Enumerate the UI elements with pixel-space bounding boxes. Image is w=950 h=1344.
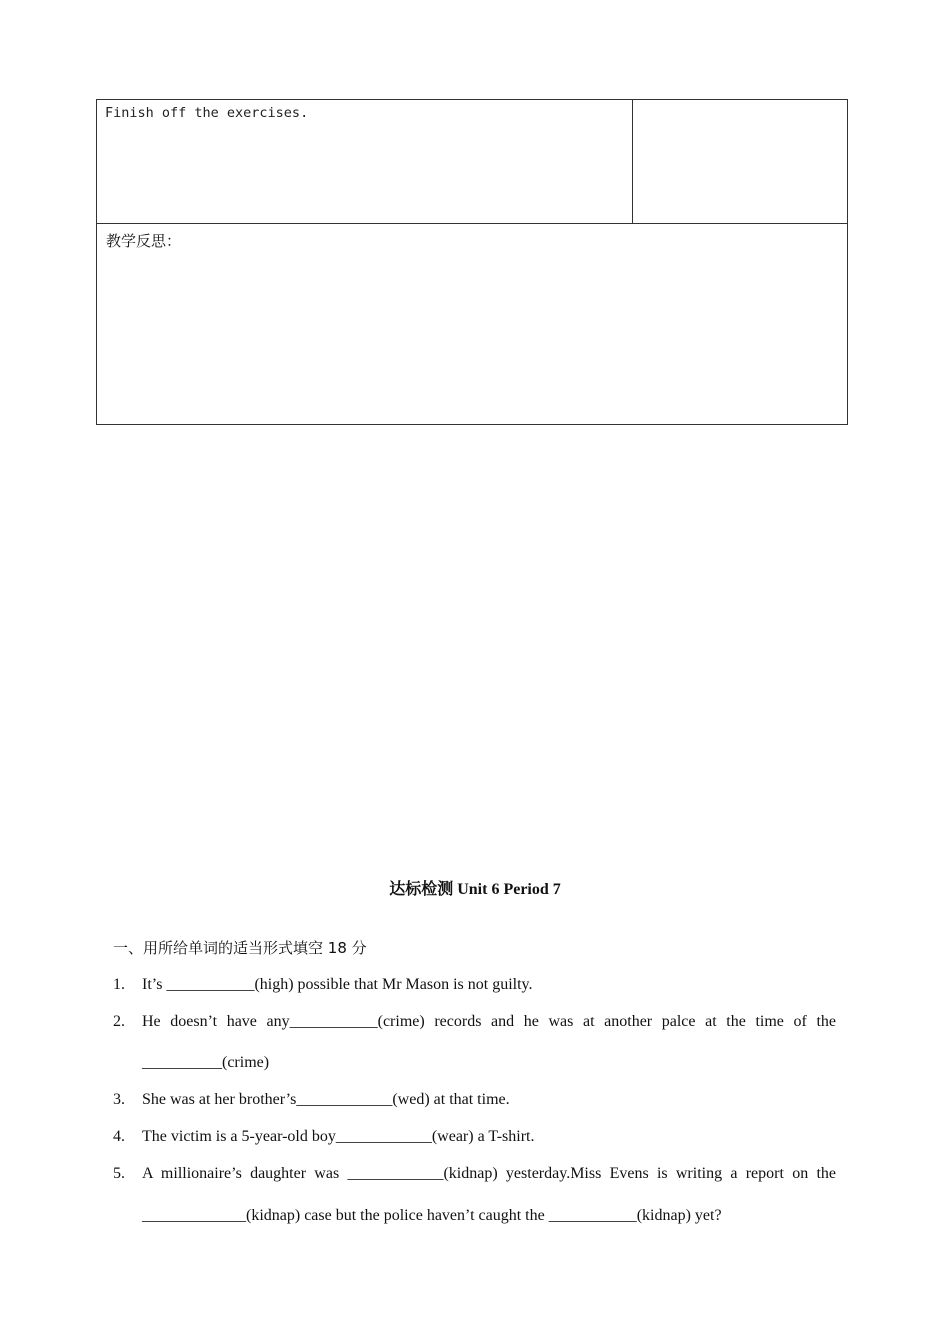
- question-number: 5.: [113, 1165, 125, 1182]
- question-number: 3.: [113, 1091, 125, 1108]
- question-text: The victim is a 5-year-old boy____________(wear) a T-shirt.: [142, 1128, 535, 1145]
- question-text: He doesn’t have any___________(crime) records and he was at another palce at the time of the: [142, 1013, 836, 1030]
- homework-row: [97, 100, 847, 224]
- question-number: 1.: [113, 976, 125, 993]
- homework-text: Finish off the exercises.: [105, 105, 309, 121]
- section-title: 达标检测 Unit 6 Period 7: [389, 881, 561, 898]
- question-number: 2.: [113, 1013, 125, 1030]
- exercise-instruction: 一、用所给单词的适当形式填空 18 分: [113, 939, 367, 957]
- question-number: 4.: [113, 1128, 125, 1145]
- lesson-plan-table: [96, 99, 848, 425]
- teaching-reflection-label: 教学反思：: [106, 232, 182, 250]
- question-text: _____________(kidnap) case but the police haven’t caught the ___________(kidnap) yet?: [142, 1207, 722, 1224]
- question-text: She was at her brother’s____________(wed) at that time.: [142, 1091, 510, 1108]
- homework-cell: [97, 100, 633, 223]
- question-text: __________(crime): [142, 1054, 270, 1071]
- question-text: A millionaire’s daughter was ____________(kidnap) yesterday.Miss Evens is writing a report on the: [142, 1165, 836, 1182]
- question-text: It’s ___________(high) possible that Mr Mason is not guilty.: [142, 976, 533, 993]
- homework-notes-cell: [633, 100, 847, 223]
